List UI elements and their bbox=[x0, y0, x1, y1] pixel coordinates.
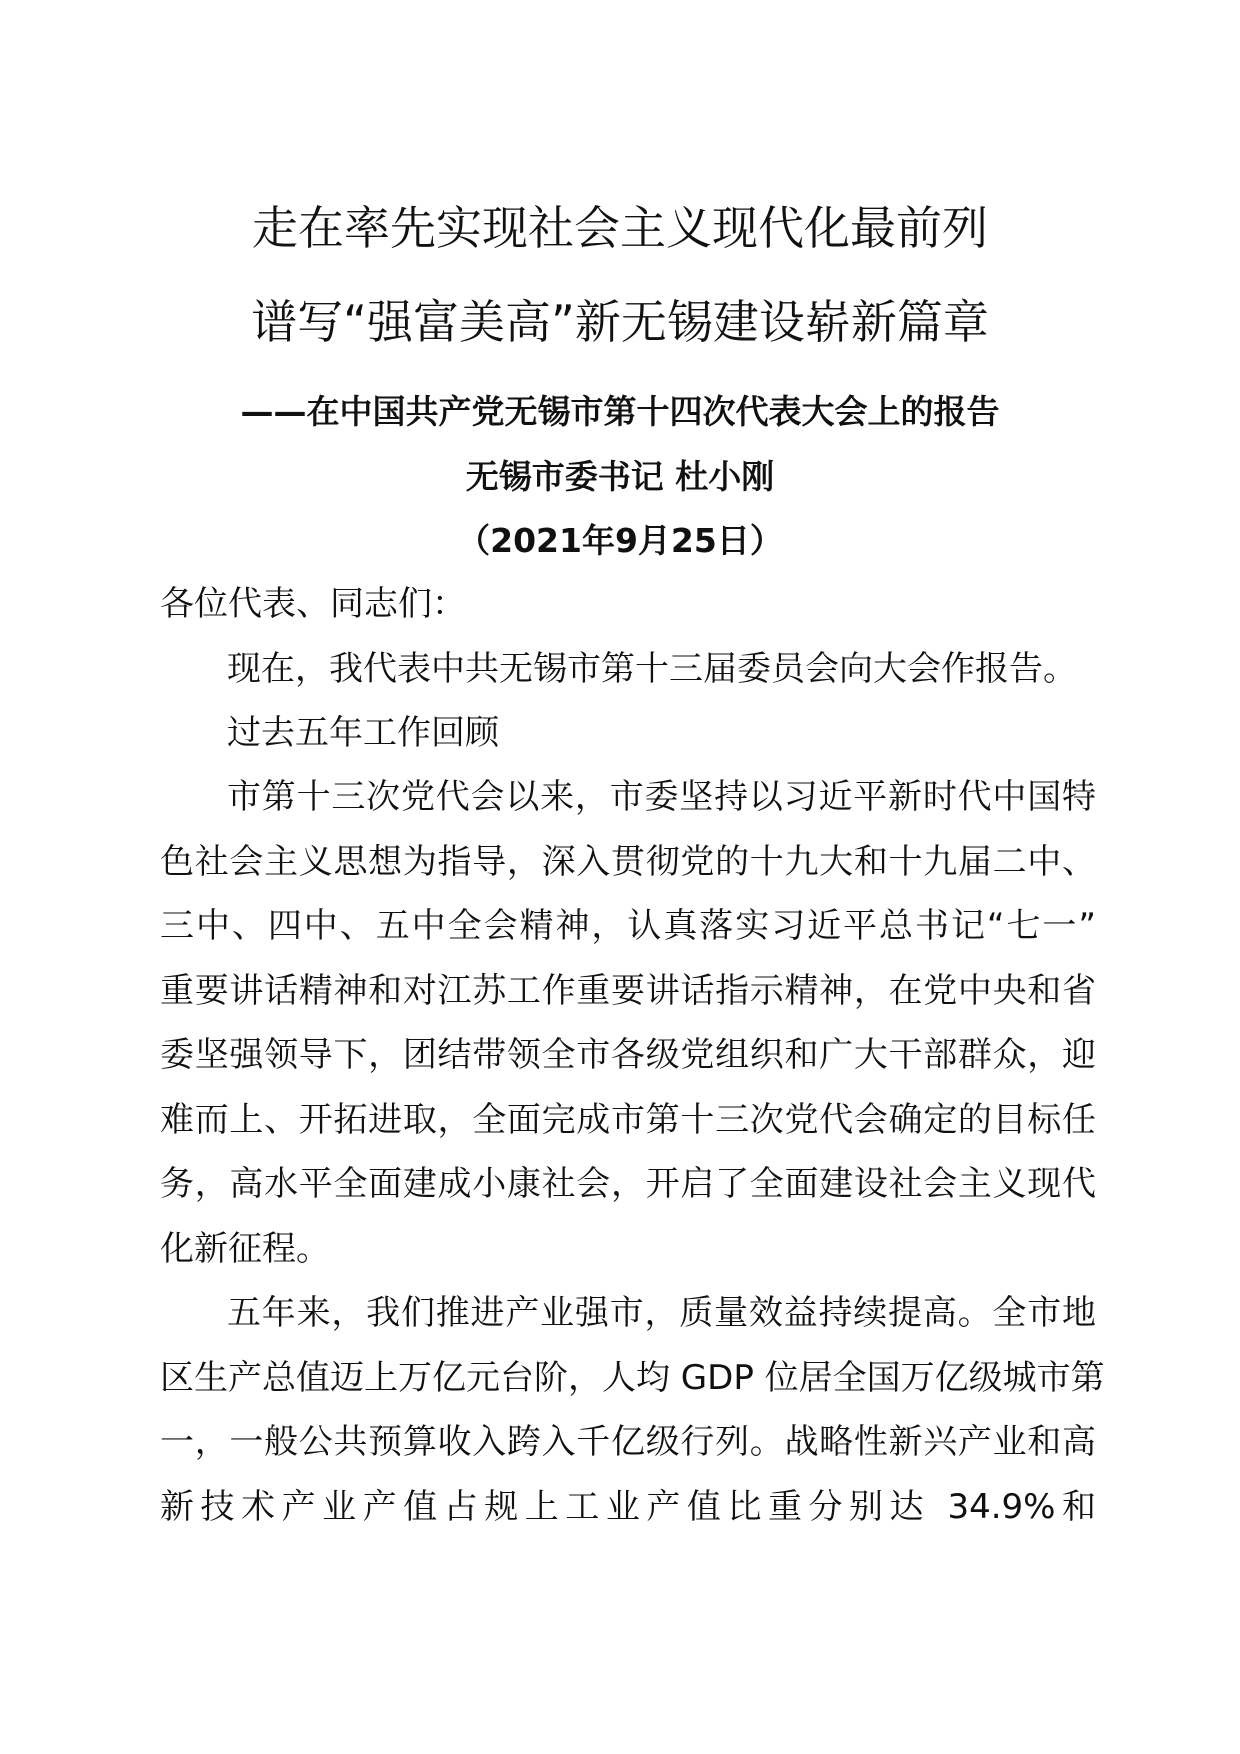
paragraph-1-line: 化新征程。 bbox=[160, 1229, 330, 1269]
paragraph-2-line: 区生产总值迈上万亿元台阶，人均 GDP 位居全国万亿级城市第 bbox=[160, 1358, 1105, 1398]
intro-paragraph: 现在，我代表中共无锡市第十三届委员会向大会作报告。 bbox=[227, 649, 1077, 689]
paragraph-1-line: 务，高水平全面建成小康社会，开启了全面建设社会主义现代 bbox=[160, 1164, 1096, 1204]
document-author: 无锡市委书记 杜小刚 bbox=[465, 457, 775, 496]
paragraph-1-line: 重要讲话精神和对江苏工作重要讲话指示精神，在党中央和省 bbox=[160, 971, 1096, 1011]
paragraph-1-line: 色社会主义思想为指导，深入贯彻党的十九大和十九届二中、 bbox=[160, 842, 1096, 882]
document-title-line-2: 谱写“强富美高”新无锡建设崭新篇章 bbox=[251, 295, 989, 349]
paragraph-1-line: 委坚强领导下，团结带领全市各级党组织和广大干部群众，迎 bbox=[160, 1035, 1096, 1075]
section-heading: 过去五年工作回顾 bbox=[227, 713, 499, 753]
paragraph-2-line: 一，一般公共预算收入跨入千亿级行列。战略性新兴产业和高 bbox=[160, 1422, 1096, 1462]
paragraph-2-line: 五年来，我们推进产业强市，质量效益持续提高。全市地 bbox=[227, 1293, 1096, 1333]
paragraph-1-line: 三中、四中、五中全会精神，认真落实习近平总书记“七一” bbox=[160, 906, 1096, 946]
paragraph-1-line: 难而上、开拓进取，全面完成市第十三次党代会确定的目标任 bbox=[160, 1100, 1096, 1140]
document-date: （2021年9月25日） bbox=[457, 521, 783, 560]
document-title-line-1: 走在率先实现社会主义现代化最前列 bbox=[252, 201, 988, 255]
paragraph-2-line: 新技术产业产值占规上工业产值比重分别达 34.9%和 bbox=[160, 1487, 1096, 1527]
paragraph-1-line: 市第十三次党代会以来，市委坚持以习近平新时代中国特 bbox=[227, 777, 1096, 817]
salutation: 各位代表、同志们： bbox=[160, 584, 466, 624]
document-subtitle: ——在中国共产党无锡市第十四次代表大会上的报告 bbox=[240, 392, 1000, 431]
